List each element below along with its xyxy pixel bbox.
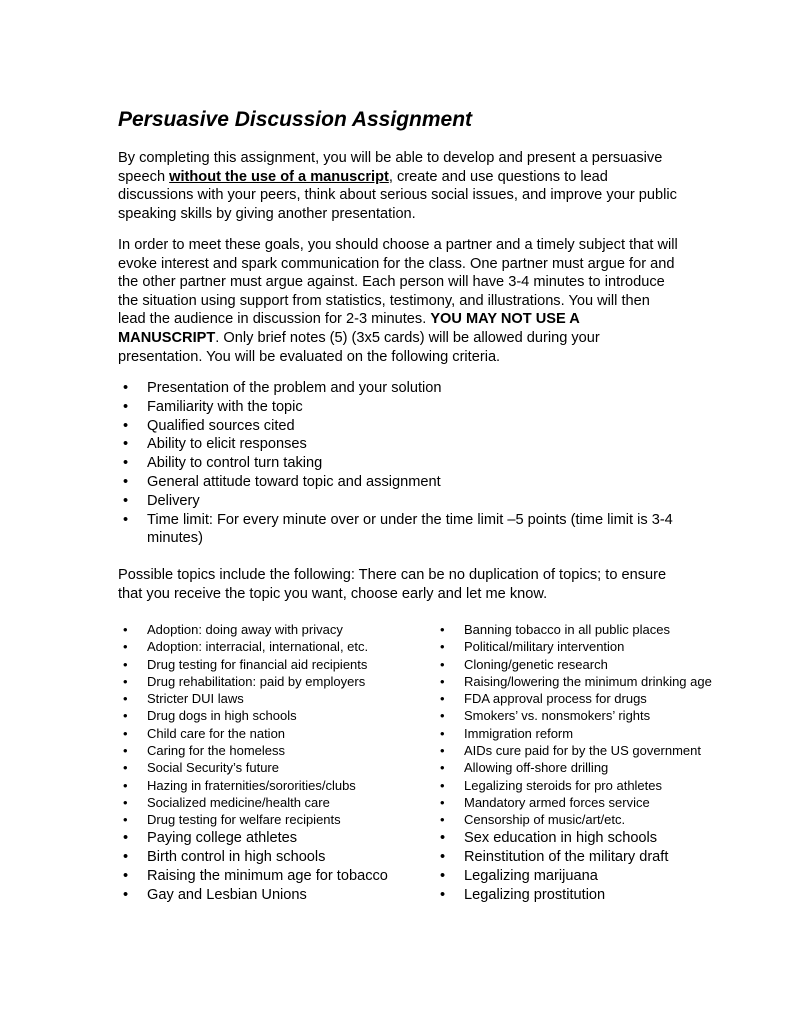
topic-text: Child care for the nation <box>147 725 286 741</box>
list-item <box>118 398 718 417</box>
topic-text: Raising/lowering the minimum drinking age <box>464 673 712 689</box>
list-item <box>118 759 388 776</box>
bullet: • <box>440 743 445 759</box>
topic-text: Drug testing for financial aid recipients <box>147 656 368 672</box>
bullet: • <box>123 886 129 903</box>
bullet: • <box>123 691 128 707</box>
topic-text: AIDs cure paid for by the US government <box>464 743 702 759</box>
bullet: • <box>123 829 129 846</box>
intro-text: By completing this assignment, you will be able to develop and present a persuasive speech <box>118 150 663 185</box>
bullet: • <box>123 398 129 415</box>
bullet: • <box>123 436 129 453</box>
intro-paragraph <box>118 149 678 223</box>
bullet: • <box>123 848 129 865</box>
topic-text: Immigration reform <box>464 725 574 741</box>
list-item <box>118 621 388 638</box>
topic-text: Drug rehabilitation: paid by employers <box>147 673 366 689</box>
list-item <box>118 811 388 828</box>
bullet: • <box>440 725 445 741</box>
bullet: • <box>440 867 446 884</box>
list-item <box>118 725 388 742</box>
bullet: • <box>123 777 128 793</box>
topic-text: Political/military intervention <box>464 639 625 655</box>
topic-text: Hazing in fraternities/sororities/clubs <box>147 777 356 793</box>
topic-text: Sex education in high schools <box>464 829 658 846</box>
bullet: • <box>123 867 129 884</box>
list-item <box>435 621 712 638</box>
topics-list-right <box>435 621 712 905</box>
criteria-list <box>118 379 718 548</box>
bullet: • <box>123 725 128 741</box>
topic-text: Social Security’s future <box>147 760 279 776</box>
topic-text: Paying college athletes <box>147 829 298 846</box>
topic-text: Caring for the homeless <box>147 743 286 759</box>
bullet: • <box>440 622 445 637</box>
topic-text: Adoption: doing away with privacy <box>147 622 343 637</box>
list-item <box>118 794 388 811</box>
topic-text: Censorship of music/art/etc. <box>464 812 626 828</box>
bullet: • <box>123 673 128 689</box>
bullet: • <box>123 760 128 776</box>
list-item <box>435 777 712 794</box>
bullet: • <box>123 417 129 434</box>
bullet: • <box>123 812 128 828</box>
bullet: • <box>440 639 445 655</box>
topic-text: Drug testing for welfare recipients <box>147 812 341 828</box>
list-item <box>435 794 712 811</box>
list-item <box>435 811 712 828</box>
list-item <box>118 690 388 707</box>
list-item <box>118 707 388 724</box>
bullet: • <box>440 691 445 707</box>
topic-text: Raising the minimum age for tobacco <box>147 867 388 884</box>
bullet: • <box>123 656 128 672</box>
bullet: • <box>440 708 445 724</box>
bullet: • <box>440 777 445 793</box>
page-title: Persuasive Discussion Assignment <box>118 108 473 131</box>
bullet: • <box>440 829 446 846</box>
list-item <box>118 656 388 673</box>
bullet: • <box>440 760 445 776</box>
list-item <box>435 867 712 886</box>
list-item <box>435 829 712 848</box>
list-item <box>118 454 718 473</box>
bullet: • <box>440 812 445 828</box>
bullet: • <box>123 473 129 490</box>
list-item <box>435 656 712 673</box>
bullet: • <box>123 743 128 759</box>
topic-text: Allowing off-shore drilling <box>464 760 609 776</box>
topic-text: Birth control in high schools <box>147 848 326 865</box>
list-item <box>118 886 388 905</box>
topic-text: Drug dogs in high schools <box>147 708 297 724</box>
list-item <box>118 829 388 848</box>
topic-text: Cloning/genetic research <box>464 656 608 672</box>
list-item <box>435 886 712 905</box>
list-item <box>118 673 388 690</box>
list-item-text: Familiarity with the topic <box>147 398 303 415</box>
list-item-text: Delivery <box>147 492 200 509</box>
bullet: • <box>123 380 129 396</box>
list-item <box>118 511 692 549</box>
topic-text: Stricter DUI laws <box>147 691 244 707</box>
bullet: • <box>123 708 128 724</box>
list-item-text: Time limit: For every minute over or under the time limit –5 points (time limit is 3-4 minutes) <box>147 511 673 547</box>
bullet: • <box>123 622 128 637</box>
list-item <box>118 417 718 436</box>
bullet: • <box>440 794 445 810</box>
list-item <box>118 379 718 398</box>
topic-text: Socialized medicine/health care <box>147 794 330 810</box>
list-item-text: Presentation of the problem and your solution <box>147 380 442 396</box>
list-item <box>118 638 388 655</box>
list-item-text: Ability to control turn taking <box>147 455 323 472</box>
bullet: • <box>440 886 446 903</box>
assignment-body <box>118 108 718 903</box>
list-item <box>435 848 712 867</box>
topic-text: Legalizing steroids for pro athletes <box>464 777 663 793</box>
list-item <box>435 673 712 690</box>
list-item-text: Ability to elicit responses <box>147 436 307 453</box>
goals-text: In order to meet these goals, you should choose a partner and a timely subject that will evoke interest and spark communication for the class. One partner must argue for and the other partner must argue against. Each person will have 3-4 minutes to introduce the situation using support from statistics, testimony, and illustrations. You will then lead the audience in discussion for 2-3 minutes. <box>118 237 678 328</box>
topics-list-left <box>118 621 388 905</box>
bullet: • <box>123 492 129 509</box>
topic-text: Smokers’ vs. nonsmokers’ rights <box>464 708 651 724</box>
list-item <box>118 867 388 886</box>
topic-text: Reinstitution of the military draft <box>464 848 669 865</box>
list-item <box>118 742 388 759</box>
bullet: • <box>123 639 128 655</box>
bullet: • <box>440 673 445 689</box>
goals-paragraph <box>118 236 678 366</box>
bullet: • <box>123 794 128 810</box>
intro-text-end: , create and use questions to lead discussions with your peers, think about serious social issues, and improve your public speaking skills by giving another presentation. <box>118 168 677 222</box>
list-item <box>435 725 712 742</box>
bullet: • <box>123 455 129 472</box>
bullet: • <box>123 511 129 528</box>
topic-text: FDA approval process for drugs <box>464 691 647 707</box>
bullet: • <box>440 656 445 672</box>
list-item <box>118 435 718 454</box>
list-item <box>435 759 712 776</box>
topic-text: Gay and Lesbian Unions <box>147 886 307 903</box>
goals-emphasis: YOU MAY NOT USE A MANUSCRIPT <box>118 311 580 346</box>
list-item <box>118 777 388 794</box>
topic-text: Mandatory armed forces service <box>464 794 650 810</box>
topic-text: Legalizing marijuana <box>464 867 598 884</box>
list-item <box>435 742 712 759</box>
list-item <box>118 848 388 867</box>
bullet: • <box>440 848 446 865</box>
list-item <box>435 707 712 724</box>
list-item <box>118 492 718 511</box>
goals-text-end: . Only brief notes (5) (3x5 cards) will be allowed during your presentation. You will be evaluated on the following criteria. <box>118 329 600 365</box>
topic-text: Adoption: interracial, international, etc. <box>147 639 369 655</box>
topic-text: Legalizing prostitution <box>464 886 606 903</box>
list-item <box>118 473 718 492</box>
list-item-text: Qualified sources cited <box>147 417 295 434</box>
intro-emphasis: without the use of a manuscript <box>169 168 389 185</box>
topics-intro: Possible topics include the following: There can be no duplication of topics; to ensure that you receive the topic you want, choose early and let me know. <box>118 567 667 602</box>
list-item <box>435 690 712 707</box>
list-item-text: General attitude toward topic and assignment <box>147 473 441 490</box>
topic-text: Banning tobacco in all public places <box>464 622 670 637</box>
list-item <box>435 638 712 655</box>
